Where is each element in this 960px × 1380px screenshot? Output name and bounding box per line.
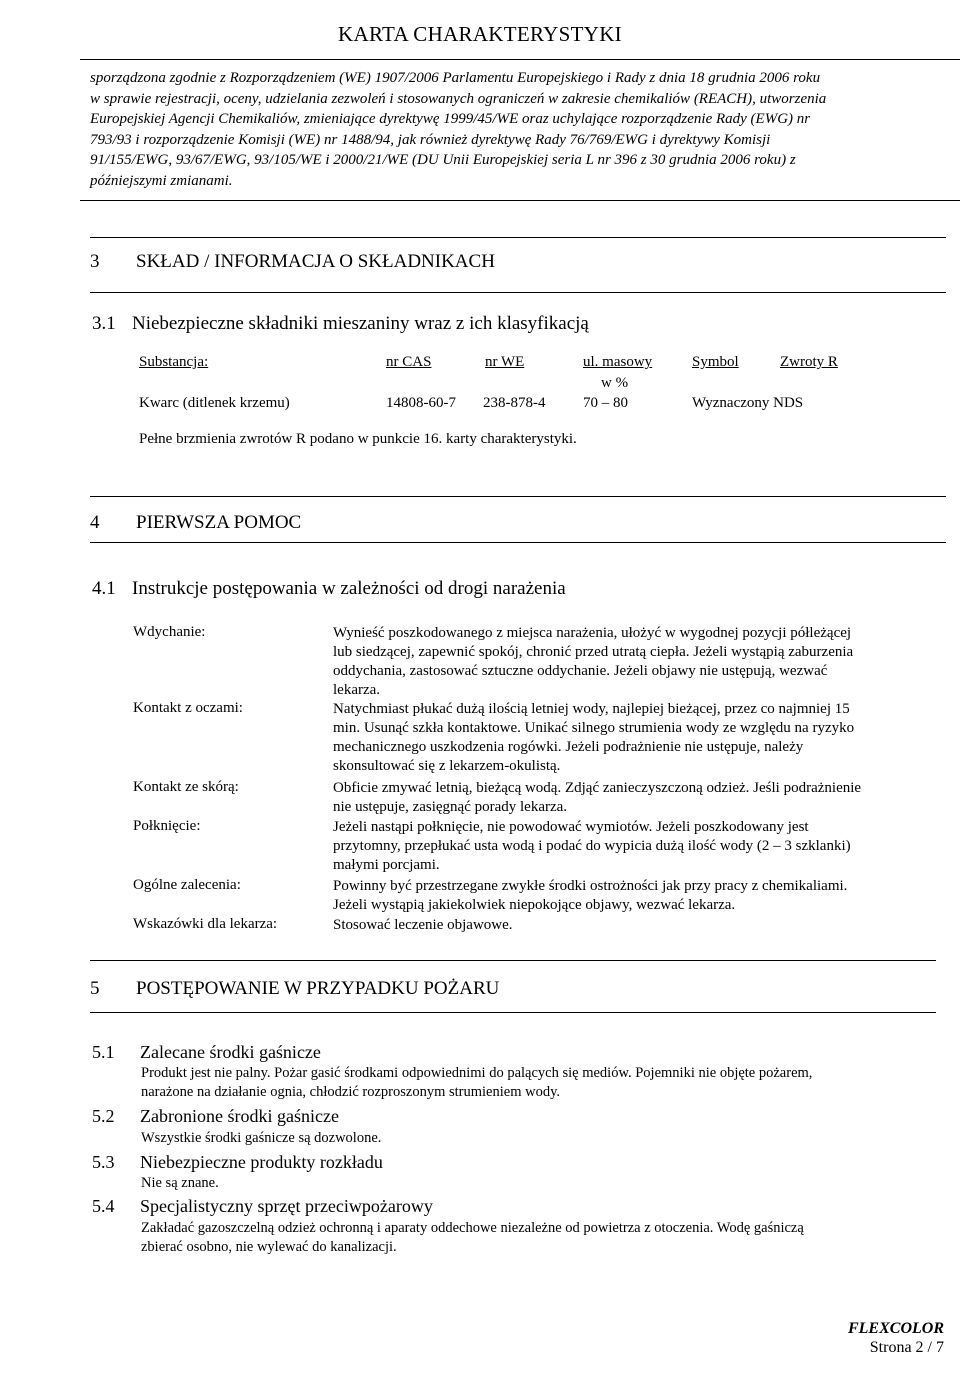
first-aid-label-ingestion: Połknięcie: <box>133 818 201 834</box>
regulation-text <box>90 68 940 191</box>
section-number: 4 <box>90 512 100 533</box>
text-line: oddychania, zastosować sztuczne oddychanie. Jeżeli objawy nie ustępują, wezwać <box>333 663 828 679</box>
section-4-top-divider <box>90 496 946 497</box>
text-line: zbierać osobno, nie wylewać do kanalizacji. <box>141 1239 397 1255</box>
section-title: PIERWSZA POMOC <box>136 512 302 533</box>
cell-cas: 14808-60-7 <box>386 395 456 411</box>
col-header-substance: Substancja: <box>139 354 209 370</box>
text-line: lub siedzącej, zapewnić spokój, chronić przed utratą ciepła. Jeżeli wystąpią zaburzenia <box>333 644 854 660</box>
text-line: skonsultować się z lekarzem-okulistą. <box>333 758 561 774</box>
subsection-title: Zabronione środki gaśnicze <box>140 1106 339 1126</box>
cell-substance: Kwarc (ditlenek krzemu) <box>139 395 290 411</box>
section-4-heading <box>90 512 301 534</box>
text-line: narażone na działanie ognia, chłodzić rozproszonym strumieniem wody. <box>141 1084 561 1100</box>
regulation-line: późniejszymi zmianami. <box>90 172 233 189</box>
col-header-we: nr WE <box>485 354 525 370</box>
section-title: POSTĘPOWANIE W PRZYPADKU POŻARU <box>136 978 500 999</box>
subsection-5-3-text <box>141 1174 941 1193</box>
subsection-title: Niebezpieczne składniki mieszaniny wraz z ich klasyfikacją <box>132 313 589 334</box>
subsection-number: 5.2 <box>92 1106 115 1126</box>
first-aid-label-inhalation: Wdychanie: <box>133 624 206 640</box>
first-aid-text-doctor <box>333 916 933 935</box>
text-line: małymi porcjami. <box>333 857 440 873</box>
r-phrases-note: Pełne brzmienia zwrotów R podano w punkcie 16. karty charakterystyki. <box>139 431 577 447</box>
text-line: Produkt jest nie palny. Pożar gasić środkami odpowiednimi do palących się mediów. Pojemniki nie objęte pożarem, <box>141 1065 813 1081</box>
subsection-5-1-text <box>141 1064 941 1102</box>
section-5-top-divider <box>90 960 936 961</box>
text-line: Nie są znane. <box>141 1175 219 1191</box>
subsection-5-4-heading <box>92 1196 433 1217</box>
regulation-line: Europejskiej Agencji Chemikaliów, zmieniające dyrektywę 1999/45/WE oraz uchylające rozporządzenie Rady (EWG) nr <box>90 111 811 127</box>
subsection-title: Instrukcje postępowania w zależności od drogi narażenia <box>132 578 566 599</box>
first-aid-label-skin: Kontakt ze skórą: <box>133 779 239 795</box>
first-aid-text-eyes <box>333 700 933 776</box>
document-title: KARTA CHARAKTERYSTYKI <box>338 22 622 46</box>
first-aid-label-doctor: Wskazówki dla lekarza: <box>133 916 278 932</box>
col-header-mass: ul. masowy <box>583 354 653 370</box>
section-title: SKŁAD / INFORMACJA O SKŁADNIKACH <box>136 251 495 272</box>
text-line: min. Usunąć szkła kontaktowe. Unikać silnego strumienia wody ze względu na ryzyko <box>333 720 855 736</box>
footer-brand: FLEXCOLOR <box>847 1320 944 1337</box>
first-aid-label-general: Ogólne zalecenia: <box>133 877 241 893</box>
section-5-heading <box>90 978 499 1000</box>
first-aid-label-eyes: Kontakt z oczami: <box>133 700 243 716</box>
subsection-number: 5.4 <box>92 1196 115 1216</box>
subsection-number: 4.1 <box>92 578 116 599</box>
subsection-number: 3.1 <box>92 313 116 334</box>
subsection-5-2-heading <box>92 1106 339 1127</box>
text-line: Obficie zmywać letnią, bieżącą wodą. Zdjąć zanieczyszczoną odzież. Jeśli podrażnienie <box>333 780 862 796</box>
subsection-number: 5.3 <box>92 1152 115 1172</box>
first-aid-text-general <box>333 877 933 915</box>
regulation-line: w sprawie rejestracji, oceny, udzielania zezwoleń i stosowanych ograniczeń w zakresie chemikaliów (REACH), utworzenia <box>90 90 827 107</box>
cell-we: 238-878-4 <box>483 395 546 411</box>
section-number: 3 <box>90 251 100 272</box>
section-3-top-divider <box>90 237 946 238</box>
text-line: Powinny być przestrzegane zwykłe środki ostrożności jak przy pracy z chemikaliami. <box>333 878 848 894</box>
text-line: mechanicznego uszkodzenia rogówki. Jeżeli podrażnienie nie ustępuje, należy <box>333 739 804 755</box>
text-line: Zakładać gazoszczelną odzież ochronną i aparaty oddechowe niezależne od powietrza z otoczenia. Wodę gaśniczą <box>141 1220 804 1236</box>
subsection-5-3-heading <box>92 1152 383 1173</box>
col-header-symbol: Symbol <box>692 354 739 370</box>
subsection-3-1-heading <box>92 313 589 335</box>
subsection-5-4-text <box>141 1219 941 1257</box>
section-4-bottom-divider <box>90 542 946 543</box>
section-5-bottom-divider <box>90 1012 936 1013</box>
section-3-bottom-divider <box>90 292 946 293</box>
first-aid-text-ingestion <box>333 818 933 875</box>
subsection-5-2-text <box>141 1129 941 1148</box>
subsection-title: Specjalistyczny sprzęt przeciwpożarowy <box>140 1196 433 1216</box>
text-line: Wynieść poszkodowanego z miejsca narażenia, ułożyć w wygodnej pozycji półleżącej <box>333 625 852 641</box>
regulation-line: 91/155/EWG, 93/67/EWG, 93/105/WE i 2000/21/WE (DU Unii Europejskiej seria L nr 396 z 30 grudnia 2006 roku) z <box>90 152 796 168</box>
subsection-4-1-heading <box>92 578 566 600</box>
text-line: nie ustępuje, zasięgnąć porady lekarza. <box>333 799 568 815</box>
text-line: Jeżeli nastąpi połknięcie, nie powodować wymiotów. Jeżeli poszkodowany jest <box>333 819 809 835</box>
subsection-title: Zalecane środki gaśnicze <box>140 1042 321 1062</box>
text-line: Wszystkie środki gaśnicze są dozwolone. <box>141 1130 382 1146</box>
col-header-cas: nr CAS <box>386 354 432 370</box>
header-bottom-divider <box>80 200 960 201</box>
text-line: lekarza. <box>333 682 381 698</box>
col-header-mass-unit: w % <box>601 375 629 391</box>
page-number: Strona 2 / 7 <box>869 1339 944 1356</box>
text-line: przytomny, przepłukać usta wodą i podać do wypicia dużą ilość wody (2 – 3 szklanki) <box>333 838 851 854</box>
header-divider <box>80 59 960 60</box>
regulation-line: 793/93 i rozporządzenie Komisji (WE) nr 1488/94, jak również dyrektywę Rady 76/769/EWG i dyrektywy Komisji <box>90 131 771 148</box>
text-line: Stosować leczenie objawowe. <box>333 917 513 933</box>
cell-symbol: Wyznaczony NDS <box>692 395 804 411</box>
subsection-number: 5.1 <box>92 1042 115 1062</box>
subsection-title: Niebezpieczne produkty rozkładu <box>140 1152 383 1172</box>
first-aid-text-inhalation <box>333 624 933 700</box>
section-number: 5 <box>90 978 100 999</box>
text-line: Jeżeli wystąpią jakiekolwiek niepokojące objawy, wezwać lekarza. <box>333 897 736 913</box>
subsection-5-1-heading <box>92 1042 321 1063</box>
text-line: Natychmiast płukać dużą ilością letniej wody, najlepiej bieżącej, przez co najmniej 15 <box>333 701 850 717</box>
regulation-line: sporządzona zgodnie z Rozporządzeniem (WE) 1907/2006 Parlamentu Europejskiego i Rady z dnia 18 grudnia 2006 roku <box>90 70 821 86</box>
col-header-r-phrases: Zwroty R <box>780 354 838 370</box>
cell-mass: 70 – 80 <box>583 395 628 411</box>
section-3-heading <box>90 251 495 273</box>
first-aid-text-skin <box>333 779 933 817</box>
